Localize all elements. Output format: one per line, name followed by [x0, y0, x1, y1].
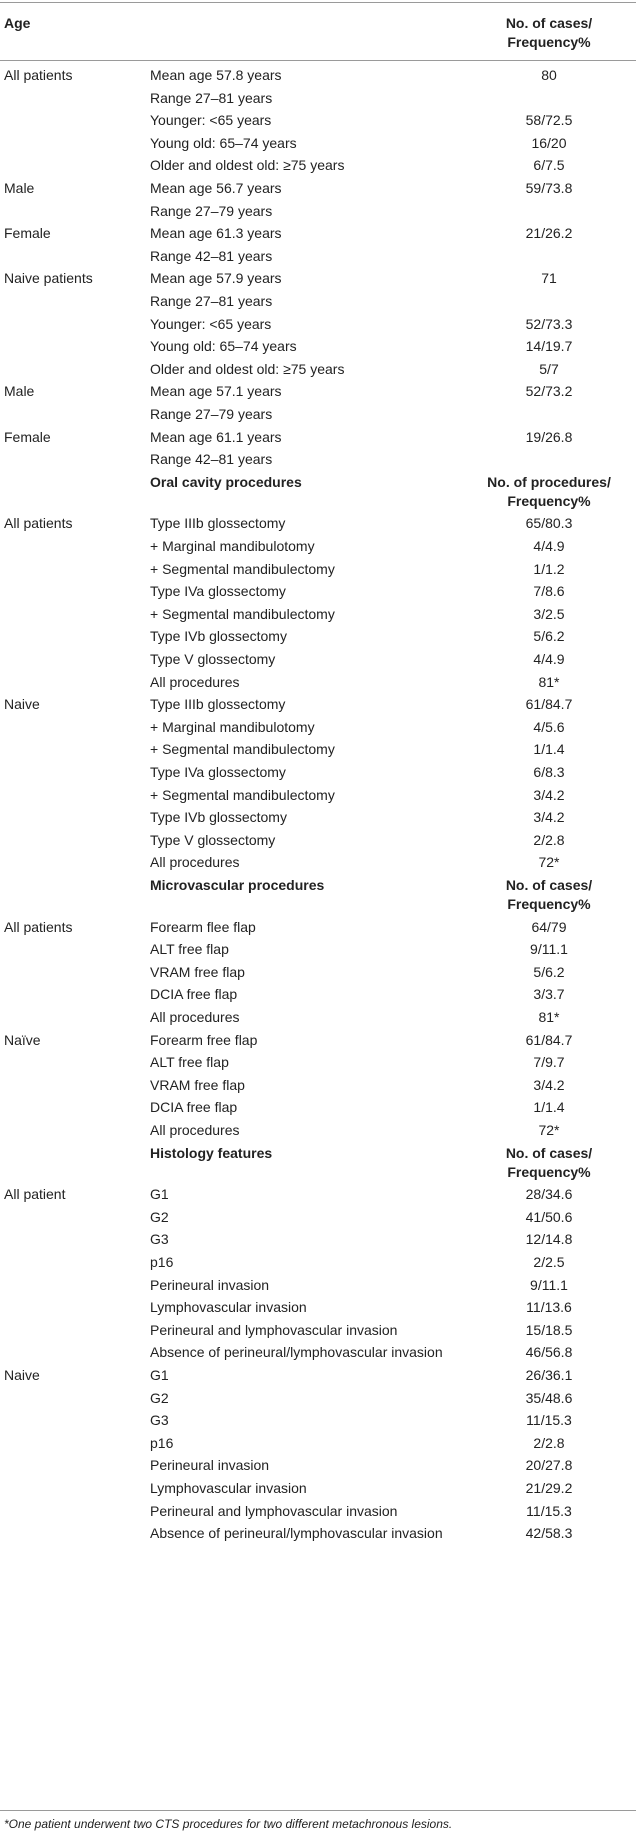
row-group-label: Male: [4, 383, 35, 400]
row-value: 2/2.5: [533, 1254, 565, 1270]
row-label: Range 42–81 years: [150, 451, 273, 468]
row-label: G2: [150, 1208, 169, 1225]
row-label: Type V glossectomy: [150, 831, 276, 848]
row-value: 5/6.2: [533, 628, 565, 645]
row-label: Type IIIb glossectomy: [150, 696, 286, 713]
row-value: 21/29.2: [525, 1480, 573, 1496]
row-value: 72*: [538, 1122, 560, 1138]
row-value: 19/26.8: [525, 428, 573, 445]
section-value-header-line2: Frequency%: [507, 492, 591, 509]
row-value: 3/3.7: [533, 986, 565, 1003]
row-value: 61/84.7: [525, 1031, 573, 1048]
row-value: 71: [541, 270, 557, 287]
row-label: VRAM free flap: [150, 1076, 245, 1093]
section-header: Microvascular procedures: [150, 877, 325, 893]
row-value: 3/4.2: [533, 786, 565, 803]
row-value: 12/14.8: [525, 1231, 573, 1248]
row-label: All procedures: [150, 854, 240, 871]
section-header: Histology features: [150, 1144, 273, 1161]
row-label: Lymphovascular invasion: [150, 1299, 307, 1316]
row-value: 65/80.3: [525, 515, 573, 532]
row-value: 11/13.6: [526, 1299, 572, 1316]
row-value: 64/79: [531, 918, 567, 935]
row-label: Type IVb glossectomy: [150, 809, 287, 826]
bottom-rule: [0, 1810, 636, 1811]
row-label: G1: [150, 1186, 169, 1203]
row-value: 52/73.3: [525, 315, 573, 332]
row-label: G3: [150, 1231, 169, 1248]
row-group-label: All patients: [4, 67, 73, 83]
row-label: + Segmental mandibulectomy: [150, 741, 335, 758]
row-group-label: All patients: [4, 918, 73, 935]
row-label: DCIA free flap: [150, 1099, 238, 1116]
row-value: 11/15.3: [526, 1502, 572, 1519]
row-value: 9/11.1: [530, 1276, 568, 1293]
row-value: 16/20: [531, 134, 567, 151]
row-label: Younger: <65 years: [150, 112, 272, 129]
row-value: 1/1.4: [533, 1099, 565, 1116]
row-label: Perineural and lymphovascular invasion: [150, 1321, 398, 1338]
section-value-header: No. of cases/: [505, 1144, 593, 1161]
row-value: 72*: [538, 854, 560, 871]
row-value: 26/36.1: [525, 1367, 573, 1383]
section-value-header: No. of cases/: [505, 877, 593, 893]
row-value: 2/2.8: [533, 831, 565, 848]
top-rule: [0, 2, 636, 3]
row-label: Forearm free flap: [150, 1031, 258, 1048]
row-label: Type V glossectomy: [150, 651, 276, 667]
row-label: + Marginal mandibulotomy: [150, 538, 315, 554]
row-value: 7/9.7: [533, 1054, 565, 1071]
row-value: 81*: [538, 1009, 560, 1025]
row-label: Range 27–79 years: [150, 406, 273, 422]
row-label: Younger: <65 years: [150, 315, 272, 332]
section-value-header-line2: Frequency%: [507, 1163, 591, 1180]
header-cases-line1: No. of cases/: [505, 15, 593, 31]
row-label: Type IVb glossectomy: [150, 628, 287, 645]
row-value: 61/84.7: [525, 696, 573, 713]
header-cases-line2: Frequency%: [507, 34, 591, 50]
section-value-header: No. of procedures/: [487, 473, 611, 490]
row-group-label: Male: [4, 180, 35, 196]
row-label: Absence of perineural/lymphovascular invasion: [150, 1525, 443, 1542]
row-group-label: All patients: [4, 515, 73, 532]
row-value: 1/1.2: [533, 560, 565, 577]
row-value: 81*: [538, 673, 560, 690]
row-label: G1: [150, 1367, 169, 1383]
row-label: Type IIIb glossectomy: [150, 515, 286, 532]
row-value: 20/27.8: [525, 1457, 573, 1474]
row-label: Range 42–81 years: [150, 247, 273, 264]
row-group-label: All patient: [4, 1186, 66, 1203]
row-label: Mean age 61.3 years: [150, 225, 282, 242]
row-value: 7/8.6: [533, 583, 565, 600]
section-value-header-line2: Frequency%: [507, 896, 591, 912]
row-label: + Segmental mandibulectomy: [150, 786, 335, 803]
row-value: 59/73.8: [525, 180, 573, 196]
row-label: DCIA free flap: [150, 986, 238, 1003]
row-label: Absence of perineural/lymphovascular invasion: [150, 1344, 443, 1361]
row-group-label: Naive: [4, 696, 40, 713]
row-label: Perineural invasion: [150, 1457, 270, 1474]
row-label: Perineural invasion: [150, 1276, 270, 1293]
row-value: 6/7.5: [533, 157, 565, 174]
row-label: Lymphovascular invasion: [150, 1480, 307, 1496]
row-label: p16: [150, 1254, 174, 1270]
row-value: 41/50.6: [525, 1208, 573, 1225]
row-label: All procedures: [150, 1122, 240, 1138]
row-label: + Marginal mandibulotomy: [150, 718, 315, 735]
row-label: Mean age 57.9 years: [150, 270, 282, 287]
row-label: ALT free flap: [150, 1054, 229, 1071]
row-label: G2: [150, 1389, 169, 1406]
row-label: Forearm flee flap: [150, 918, 256, 935]
row-value: 4/4.9: [533, 651, 565, 667]
row-value: 6/8.3: [533, 764, 565, 780]
row-label: VRAM free flap: [150, 963, 245, 980]
row-value: 52/73.2: [525, 383, 573, 400]
row-label: Range 27–81 years: [150, 89, 273, 106]
row-value: 4/4.9: [533, 538, 565, 554]
row-value: 35/48.6: [525, 1389, 573, 1406]
row-value: 2/2.8: [533, 1434, 565, 1451]
row-value: 1/1.4: [533, 741, 565, 758]
row-value: 3/2.5: [533, 605, 565, 622]
row-label: Type IVa glossectomy: [150, 764, 286, 780]
row-value: 58/72.5: [525, 112, 573, 129]
header-age: Age: [4, 15, 31, 31]
row-value: 3/4.2: [533, 1076, 565, 1093]
row-label: All procedures: [150, 1009, 240, 1025]
row-label: All procedures: [150, 673, 240, 690]
row-label: Mean age 56.7 years: [150, 180, 282, 196]
row-value: 4/5.6: [533, 718, 565, 735]
row-label: Young old: 65–74 years: [150, 134, 297, 151]
row-value: 5/7: [539, 360, 559, 377]
row-group-label: Naive patients: [4, 270, 93, 287]
row-label: + Segmental mandibulectomy: [150, 605, 335, 622]
row-label: ALT free flap: [150, 941, 229, 958]
row-label: Mean age 61.1 years: [150, 428, 282, 445]
row-value: 28/34.6: [525, 1186, 573, 1203]
row-value: 21/26.2: [525, 225, 573, 242]
row-label: p16: [150, 1434, 174, 1451]
row-label: Perineural and lymphovascular invasion: [150, 1502, 398, 1519]
row-value: 80: [541, 67, 557, 83]
row-label: Type IVa glossectomy: [150, 583, 286, 600]
row-group-label: Female: [4, 225, 51, 242]
footnote: *One patient underwent two CTS procedures for two different metachronous lesions.: [4, 1817, 453, 1831]
row-label: Older and oldest old: ≥75 years: [150, 157, 345, 174]
row-value: 42/58.3: [525, 1525, 573, 1542]
row-label: Older and oldest old: ≥75 years: [150, 360, 345, 377]
row-value: 5/6.2: [533, 963, 565, 980]
row-group-label: Naïve: [4, 1031, 41, 1048]
header-rule: [0, 60, 636, 61]
row-label: Mean age 57.1 years: [150, 383, 282, 400]
row-value: 11/15.3: [526, 1412, 572, 1429]
row-label: Range 27–79 years: [150, 202, 273, 219]
row-value: 46/56.8: [525, 1344, 573, 1361]
row-group-label: Female: [4, 428, 51, 445]
row-value: 9/11.1: [530, 941, 568, 958]
row-value: 14/19.7: [525, 338, 573, 355]
row-label: Mean age 57.8 years: [150, 67, 282, 83]
row-label: Range 27–81 years: [150, 293, 273, 309]
row-label: Young old: 65–74 years: [150, 338, 297, 355]
row-value: 3/4.2: [533, 809, 565, 826]
row-label: G3: [150, 1412, 169, 1429]
row-value: 15/18.5: [525, 1321, 573, 1338]
section-header: Oral cavity procedures: [150, 473, 302, 490]
row-label: + Segmental mandibulectomy: [150, 560, 335, 577]
row-group-label: Naive: [4, 1367, 40, 1383]
